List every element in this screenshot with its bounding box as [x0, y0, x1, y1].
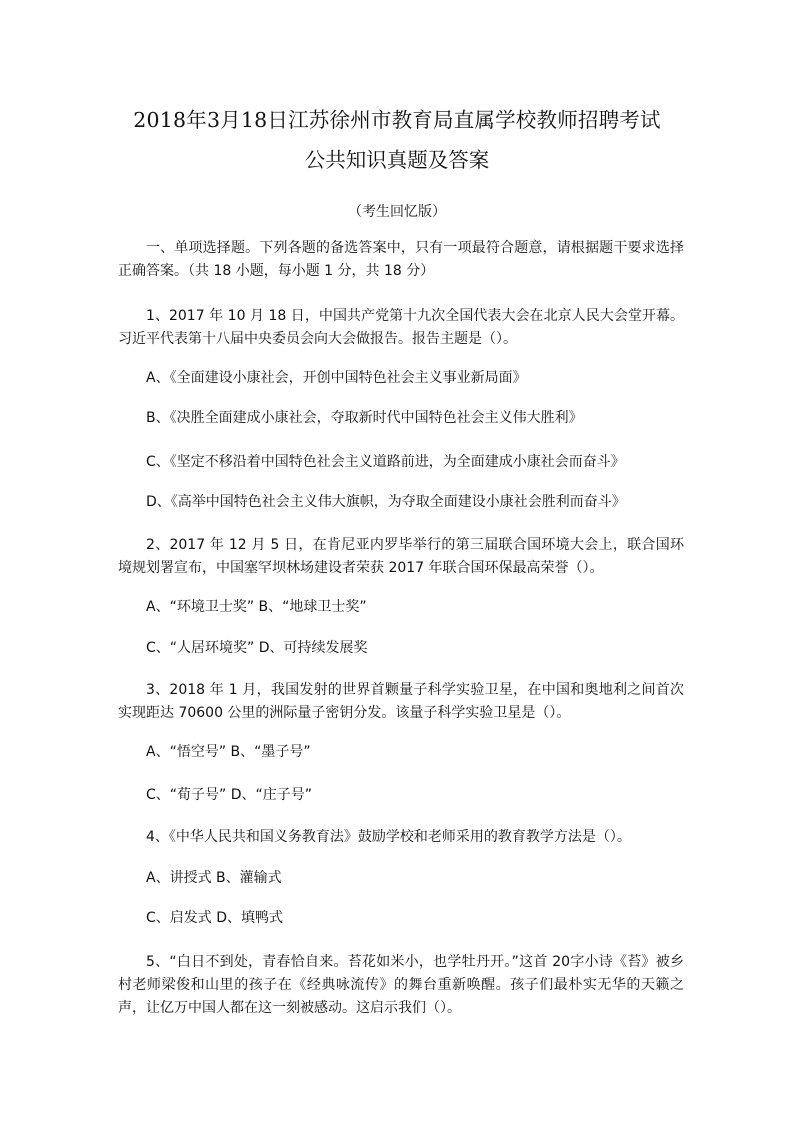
question-3-options-cd: C、“荀子号” D、“庄子号”	[146, 787, 313, 803]
question-3-stem: 3、2018 年 1 月，我国发射的世界首颗量子科学实验卫星，在中国和奥地利之间首次实现距达 70600 公里的洲际量子密钥分发。该量子科学实验卫星是（）。	[118, 682, 684, 721]
question-1-option-b: B、《决胜全面建成小康社会，夺取新时代中国特色社会主义伟大胜利》	[146, 410, 583, 426]
question-1-option-c: C、《坚定不移沿着中国特色社会主义道路前进，为全面建成小康社会而奋斗》	[146, 454, 625, 470]
question-4-options-ab: A、讲授式 B、灌输式	[146, 870, 282, 886]
question-1-option-a: A、《全面建设小康社会，开创中国特色社会主义事业新局面》	[146, 370, 527, 386]
question-2-options-cd: C、“人居环境奖” D、可持续发展奖	[146, 640, 368, 656]
question-2-stem: 2、2017 年 12 月 5 日，在肯尼亚内罗毕举行的第三届联合国环境大会上，联合国环境规划署宣布，中国塞罕坝林场建设者荣获 2017 年联合国环保最高荣誉（）。	[118, 537, 684, 576]
question-1-stem: 1、2017 年 10 月 18 日，中国共产党第十九次全国代表大会在北京人民大会堂开幕。习近平代表第十八届中央委员会向大会做报告。报告主题是（）。	[118, 308, 684, 347]
question-4-stem: 4、《中华人民共和国义务教育法》鼓励学校和老师采用的教育教学方法是（）。	[146, 829, 631, 845]
document-subtitle: （考生回忆版）	[348, 204, 446, 220]
document-title-line-2: 公共知识真题及答案	[304, 148, 490, 172]
question-3-options-ab: A、“悟空号” B、“墨子号”	[146, 744, 311, 760]
section-intro: 一、单项选择题。下列各题的备选答案中，只有一项最符合题意，请根据题干要求选择正确答案。（共 18 小题，每小题 1 分，共 18 分）	[118, 240, 684, 279]
document-title-line-1: 2018年3月18日江苏徐州市教育局直属学校教师招聘考试	[133, 108, 661, 132]
question-2-options-ab: A、“环境卫士奖” B、“地球卫士奖”	[146, 599, 367, 615]
question-5-stem: 5、“白日不到处，青春恰自来。苔花如米小，也学牡丹开。”这首 20字小诗《苔》被乡村老师梁俊和山里的孩子在《经典咏流传》的舞台重新唤醒。孩子们最朴实无华的天籁之声，让亿万中国人都在这一刻被感动。这启示我们（）。	[118, 954, 684, 1016]
question-4-options-cd: C、启发式 D、填鸭式	[146, 910, 284, 926]
question-1-option-d: D、《高举中国特色社会主义伟大旗帜，为夺取全面建设小康社会胜利而奋斗》	[146, 494, 626, 510]
